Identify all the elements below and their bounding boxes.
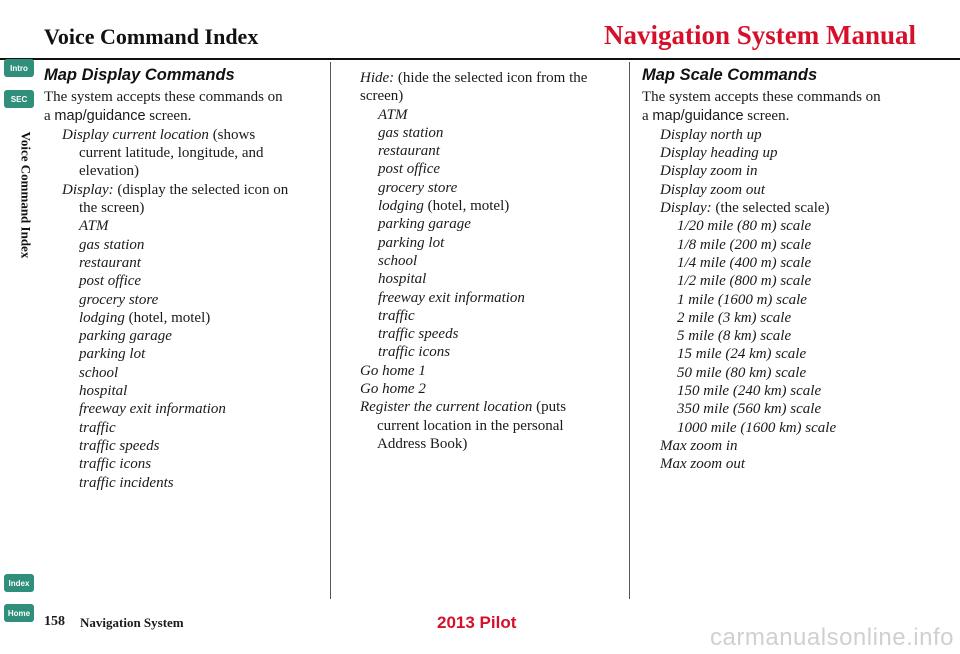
list-item: post office [378,161,441,178]
list-item: school [378,252,418,269]
list-item: traffic speeds [79,437,160,454]
list-item: 1/8 mile (200 m) scale [677,236,812,253]
list-item: traffic [79,419,116,436]
list-item: school [79,364,119,381]
command-item: Display: (display the selected icon on the screen) [62,181,289,217]
list-item: traffic [378,307,415,324]
list-item: freeway exit information [79,401,226,418]
column-divider [330,62,331,599]
list-item: ATM [79,218,109,235]
list-item: 1000 mile (1600 km) scale [677,419,837,436]
command-item: Display zoom out [660,181,765,198]
page-header-title: Voice Command Index [44,24,259,49]
list-item: traffic incidents [79,474,174,491]
list-item: 15 mile (24 km) scale [677,346,807,363]
footer-model-name: 2013 Pilot [437,613,517,632]
list-item: hospital [79,383,128,400]
list-item: ATM [378,106,408,123]
index-tab[interactable]: Index [4,574,34,592]
column-divider [629,62,630,599]
command-item: Register the current location (puts current location in the personal Address Book) [360,399,567,452]
command-item: Max zoom out [660,456,745,473]
list-item: traffic icons [79,456,152,473]
list-item: restaurant [378,143,440,160]
list-item: restaurant [79,254,141,271]
list-item: grocery store [79,291,159,308]
command-item: Display heading up [660,145,778,162]
list-item: 1/2 mile (800 m) scale [677,273,812,290]
command-item: Go home 1 [360,362,426,379]
list-item: parking lot [378,234,445,251]
list-item: 150 mile (240 km) scale [677,383,822,400]
list-item: 1 mile (1600 m) scale [677,291,807,308]
section-intro: The system accepts these commands on a map/guidance screen. [642,89,881,124]
map-scale-commands-column [642,66,922,474]
list-item: 5 mile (8 km) scale [677,328,792,345]
hide-commands-column [360,66,622,453]
sec-tab[interactable]: SEC [4,90,34,108]
list-item: 350 mile (560 km) scale [677,401,822,418]
footer-system-name: Navigation System [80,615,184,630]
map-display-commands-column [44,66,316,492]
list-item: post office [79,273,142,290]
side-section-label: Voice Command Index [18,131,33,259]
list-item: parking lot [79,346,146,363]
command-item: Display north up [660,126,762,143]
manual-title: Navigation System Manual [603,20,916,50]
list-item: freeway exit information [378,289,525,306]
list-item: 50 mile (80 km) scale [677,364,807,381]
command-item: Display zoom in [660,163,758,180]
section-intro: The system accepts these commands on a map/guidance screen. [44,89,283,124]
list-item: lodging (hotel, motel) [79,309,211,326]
page-number: 158 [44,614,65,629]
command-item: Display current location (shows current latitude, longitude, and elevation) [62,126,264,180]
command-item: Display: (the selected scale) [660,200,830,217]
command-item: Hide: (hide the selected icon from the screen) [360,70,588,105]
list-item: gas station [378,124,444,141]
list-item: 2 mile (3 km) scale [677,309,792,326]
list-item: traffic speeds [378,326,459,343]
list-item: traffic icons [378,344,451,361]
watermark: carmanualsonline.info [710,624,954,651]
list-item: lodging (hotel, motel) [378,198,510,215]
list-item: hospital [378,271,427,288]
list-item: 1/20 mile (80 m) scale [677,218,812,235]
list-item: grocery store [378,179,458,196]
command-item: Go home 2 [360,381,426,398]
list-item: parking garage [79,328,172,345]
list-item: 1/4 mile (400 m) scale [677,254,812,271]
section-title: Map Scale Commands [642,66,818,84]
command-item: Max zoom in [660,437,738,454]
header-rule [0,58,960,60]
home-tab[interactable]: Home [4,604,34,622]
intro-tab[interactable]: Intro [4,59,34,77]
list-item: parking garage [378,216,471,233]
list-item: gas station [79,236,145,253]
section-title: Map Display Commands [44,66,235,84]
